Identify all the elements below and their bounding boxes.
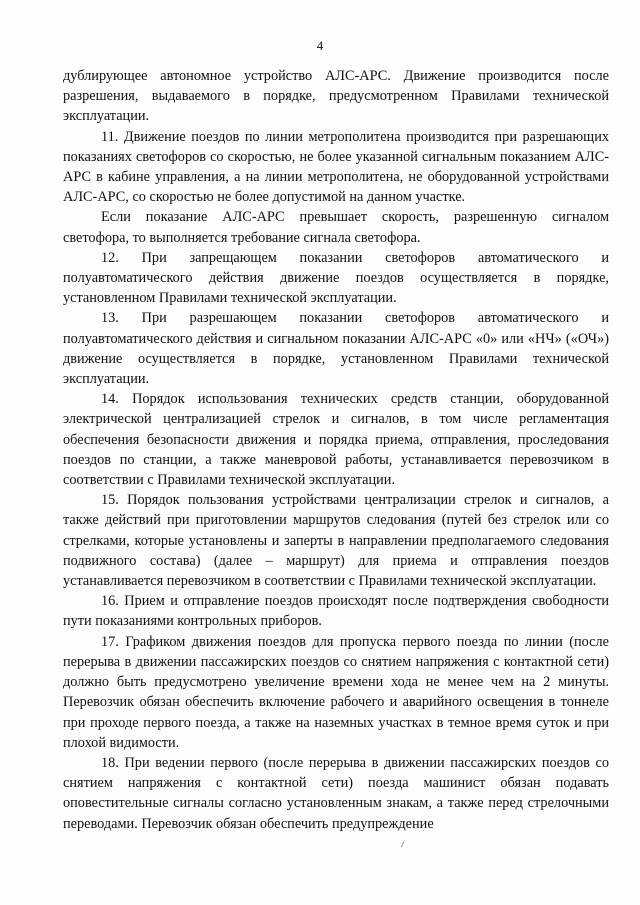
paragraph-13: 13. При разрешающем показании светофоров автоматического и полуавтоматического действия и сигнальном показании АЛС-АРС «0» или «НЧ» («ОЧ») движение осуществляется в порядке, установленном Правилами технической эксплуатации.: [63, 310, 609, 388]
paragraph-15: 15. Порядок пользования устройствами централизации стрелок и сигналов, а также действий при приготовлении маршрутов следования (путей без стрелок или со стрелками, которые установлены и заперты в направлении предполагаемого следования подвижного состава) (далее – маршрут) для приема и отправления поездов устанавливается перевозчиком в соответствии с Правилами технической эксплуатации.: [63, 492, 609, 590]
page-number: 4: [316, 38, 324, 53]
paragraph-17: 17. Графиком движения поездов для пропуска первого поезда по линии (после перерыва в движении пассажирских поездов со снятием напряжения с контактной сети) должно быть предусмотрено увеличение времени хода не менее чем на 2 минуты. Перевозчик обязан обеспечить включение рабочего и аварийного освещения в тоннеле при проходе первого поезда, а также на наземных участках в темное время суток и при плохой видимости.: [63, 633, 609, 751]
paragraph-14: 14. Порядок использования технических средств станции, оборудованной электрической централизацией стрелок и сигналов, в том числе регламентация обеспечения безопасности движения и порядка приема, отправления, проследования поездов по станции, а также маневровой работы, устанавливается перевозчиком в соответствии с Правилами технической эксплуатации.: [63, 391, 609, 489]
paragraph-18: 18. При ведении первого (после перерыва в движении пассажирских поездов со снятием напряжения с контактной сети) поезда машинист обязан подавать оповестительные сигналы согласно установленным знакам, а также перед стрелочными переводами. Перевозчик обязан обеспечить предупреждение: [63, 754, 609, 832]
paragraph-continuation: дублирующее автономное устройство АЛС-АРС. Движение производится после разрешения, выдаваемого в порядке, предусмотренном Правилами технической эксплуатации.: [63, 68, 609, 125]
paragraph-12: 12. При запрещающем показании светофоров автоматического и полуавтоматического действия движение поездов осуществляется в порядке, установленном Правилами технической эксплуатации.: [63, 249, 609, 307]
body-text: [63, 66, 609, 834]
paragraph-11-note: Если показание АЛС-АРС превышает скорость, разрешенную сигналом светофора, то выполняется требование сигнала светофора.: [63, 209, 609, 246]
paragraph-11: 11. Движение поездов по линии метрополитена производится при разрешающих показаниях светофоров со скоростью, не более указанной сигнальным показанием АЛС-АРС в кабине управления, а на линии метрополитена, не оборудованной устройствами АЛС-АРС, со скоростью не более допустимой на данном участке.: [63, 128, 609, 206]
paragraph-16: 16. Прием и отправление поездов происходят после подтверждения свободности пути показаниями контрольных приборов.: [63, 593, 609, 630]
scan-mark: [401, 841, 407, 848]
